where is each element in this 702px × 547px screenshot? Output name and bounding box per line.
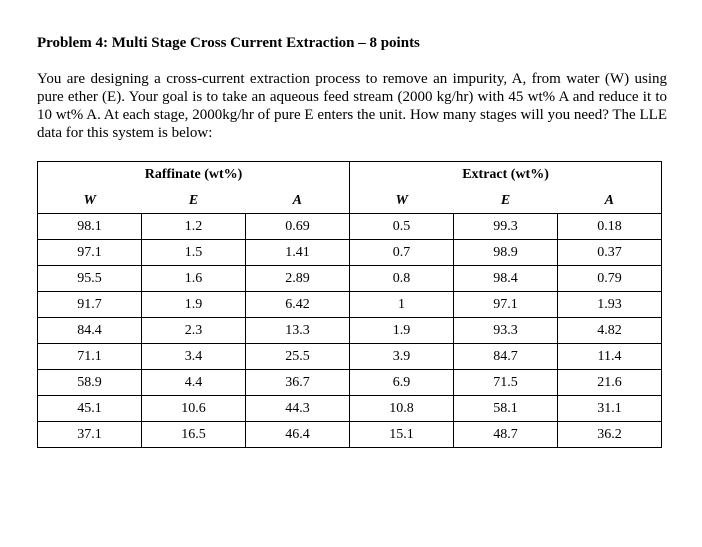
table-cell: 71.1 xyxy=(38,344,142,370)
table-cell: 95.5 xyxy=(38,266,142,292)
table-cell: 1.41 xyxy=(246,240,350,266)
table-row xyxy=(38,266,662,292)
table-cell: 1.5 xyxy=(142,240,246,266)
lle-data-table xyxy=(37,161,662,448)
table-cell: 58.1 xyxy=(454,396,558,422)
table-cell: 37.1 xyxy=(38,422,142,448)
table-cell: 6.42 xyxy=(246,292,350,318)
table-cell: 0.37 xyxy=(558,240,662,266)
table-cell: 98.1 xyxy=(38,214,142,240)
table-cell: 1 xyxy=(350,292,454,318)
table-cell: 10.6 xyxy=(142,396,246,422)
table-cell: 58.9 xyxy=(38,370,142,396)
problem-title: Problem 4: Multi Stage Cross Current Extraction – 8 points xyxy=(37,35,420,51)
table-cell: 2.3 xyxy=(142,318,246,344)
table-cell: 25.5 xyxy=(246,344,350,370)
table-cell: 4.82 xyxy=(558,318,662,344)
table-cell: 11.4 xyxy=(558,344,662,370)
table-cell: 0.69 xyxy=(246,214,350,240)
table-cell: 98.4 xyxy=(454,266,558,292)
table-cell: 36.7 xyxy=(246,370,350,396)
column-header: A xyxy=(558,188,662,214)
table-cell: 1.93 xyxy=(558,292,662,318)
table-row xyxy=(38,370,662,396)
table-cell: 0.5 xyxy=(350,214,454,240)
table-row xyxy=(38,240,662,266)
table-cell: 13.3 xyxy=(246,318,350,344)
table-row xyxy=(38,292,662,318)
table-cell: 97.1 xyxy=(454,292,558,318)
column-header: E xyxy=(454,188,558,214)
table-cell: 0.8 xyxy=(350,266,454,292)
table-cell: 84.7 xyxy=(454,344,558,370)
table-cell: 0.79 xyxy=(558,266,662,292)
group-header-row xyxy=(38,162,662,189)
table-cell: 48.7 xyxy=(454,422,558,448)
column-header-row xyxy=(38,188,662,214)
table-body xyxy=(38,214,662,448)
table-cell: 1.9 xyxy=(142,292,246,318)
table-cell: 3.4 xyxy=(142,344,246,370)
table-cell: 1.6 xyxy=(142,266,246,292)
table-row xyxy=(38,396,662,422)
table-row xyxy=(38,214,662,240)
table-cell: 10.8 xyxy=(350,396,454,422)
table-cell: 71.5 xyxy=(454,370,558,396)
table-cell: 45.1 xyxy=(38,396,142,422)
table-cell: 93.3 xyxy=(454,318,558,344)
table-row xyxy=(38,318,662,344)
problem-statement: You are designing a cross-current extraction process to remove an impurity, A, from water (W) using pure ether (E). Your goal is to take an aqueous feed stream (2000 kg/hr) with 45 wt% A and reduce it to 10 wt% A. At each stage, 2000kg/hr of pure E enters the unit. How many stages will you need? The LLE data for this system is below: xyxy=(37,71,667,141)
column-header: A xyxy=(246,188,350,214)
table-cell: 84.4 xyxy=(38,318,142,344)
table-cell: 97.1 xyxy=(38,240,142,266)
table-cell: 99.3 xyxy=(454,214,558,240)
table-row xyxy=(38,344,662,370)
extract-header: Extract (wt%) xyxy=(350,162,662,189)
table-cell: 16.5 xyxy=(142,422,246,448)
table-cell: 2.89 xyxy=(246,266,350,292)
column-header: W xyxy=(38,188,142,214)
table-cell: 1.2 xyxy=(142,214,246,240)
table-cell: 21.6 xyxy=(558,370,662,396)
table-cell: 44.3 xyxy=(246,396,350,422)
column-header: E xyxy=(142,188,246,214)
table-cell: 3.9 xyxy=(350,344,454,370)
table-cell: 46.4 xyxy=(246,422,350,448)
table-cell: 4.4 xyxy=(142,370,246,396)
table-cell: 6.9 xyxy=(350,370,454,396)
column-header: W xyxy=(350,188,454,214)
table-cell: 15.1 xyxy=(350,422,454,448)
raffinate-header: Raffinate (wt%) xyxy=(38,162,350,189)
table-cell: 1.9 xyxy=(350,318,454,344)
table-cell: 36.2 xyxy=(558,422,662,448)
table-cell: 0.18 xyxy=(558,214,662,240)
table-cell: 31.1 xyxy=(558,396,662,422)
table-row xyxy=(38,422,662,448)
table-cell: 0.7 xyxy=(350,240,454,266)
table-cell: 91.7 xyxy=(38,292,142,318)
table-cell: 98.9 xyxy=(454,240,558,266)
